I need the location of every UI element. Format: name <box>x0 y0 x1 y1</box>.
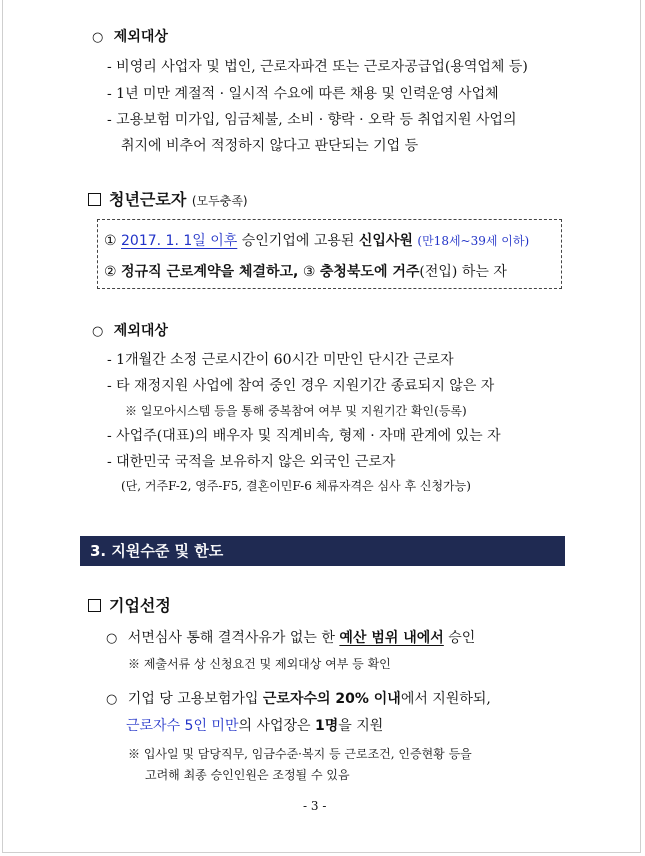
exclusion-item: - 고용보험 미가입, 임금체불, 소비 · 향락 · 오락 등 취업지원 사업의 <box>107 112 517 128</box>
page-number: - 3 - <box>303 799 327 813</box>
section-3-title: 3. 지원수준 및 한도 <box>80 536 565 566</box>
selection-note-2-continued: 고려해 최종 승인인원은 조정될 수 있음 <box>145 768 350 782</box>
exclusion-item: - 타 재정지원 사업에 참여 중인 경우 지원기간 종료되지 않은 자 <box>107 378 495 394</box>
new-hire-label: 신입사원 <box>358 233 413 249</box>
circle-bullet-icon: ○ <box>106 631 118 646</box>
exclusion-heading-1: ○ 제외대상 <box>92 29 168 45</box>
youth-criteria-line-1: ① 2017. 1. 1일 이후 승인기업에 고용된 신입사원 (만18세~39세 이하) <box>104 233 530 249</box>
exclusion-item: - 대한민국 국적을 보유하지 않은 외국인 근로자 <box>107 454 396 470</box>
selection-paragraph-2: ○ 기업 당 고용보험가입 근로자수의 20% 이내에서 지원하되, <box>106 691 491 707</box>
youth-condition-note: (모두충족) <box>191 194 248 208</box>
small-business-condition: 근로자수 5인 미만 <box>126 718 239 734</box>
exclusion-item: - 1개월간 소정 근로시간이 60시간 미만인 단시간 근로자 <box>107 352 454 368</box>
budget-limit-text: 예산 범위 내에서 <box>339 630 444 646</box>
exclusion-note: ※ 일모아시스템 등을 통해 중복참여 여부 및 지원기간 확인(등록) <box>125 404 467 418</box>
circle-bullet-icon: ○ <box>92 30 104 45</box>
eligibility-date: 2017. 1. 1일 이후 <box>121 233 238 249</box>
selection-note-2: ※ 입사일 및 담당직무, 임금수준·복지 등 근로조건, 인증현황 등을 <box>128 747 472 761</box>
checkbox-square-icon <box>88 193 101 206</box>
quota-percent-text: 근로자수의 20% 이내 <box>262 691 401 707</box>
checkbox-square-icon <box>88 599 101 612</box>
selection-heading: 기업선정 <box>88 593 171 616</box>
circle-bullet-icon: ○ <box>106 692 118 707</box>
selection-paragraph-1: ○ 서면심사 통해 결격사유가 없는 한 예산 범위 내에서 승인 <box>106 630 476 646</box>
selection-paragraph-2-continued: 근로자수 5인 미만의 사업장은 1명을 지원 <box>126 718 384 734</box>
selection-note-1: ※ 제출서류 상 신청요건 및 제외대상 여부 등 확인 <box>128 657 391 671</box>
age-range: (만18세~39세 이하) <box>417 234 530 248</box>
exclusion-note: (단, 거주F-2, 영주-F5, 결혼이민F-6 체류자격은 심사 후 신청가능) <box>121 479 471 493</box>
exclusion-heading-2: ○ 제외대상 <box>92 323 168 339</box>
exclusion-item: - 1년 미만 계절적 · 일시적 수요에 따른 채용 및 인력운영 사업체 <box>107 86 499 102</box>
circle-bullet-icon: ○ <box>92 324 104 339</box>
exclusion-item: - 사업주(대표)의 배우자 및 직계비속, 형제 · 자매 관계에 있는 자 <box>107 428 501 444</box>
youth-criteria-line-2: ② 정규직 근로계약을 체결하고, ③ 충청북도에 거주(전입) 하는 자 <box>104 264 507 280</box>
exclusion-item: - 비영리 사업자 및 법인, 근로자파견 또는 근로자공급업(용역업체 등) <box>107 59 528 75</box>
youth-section-heading: 청년근로자 (모두충족) <box>88 187 248 210</box>
exclusion-item-continued: 취지에 비추어 적정하지 않다고 판단되는 기업 등 <box>121 138 419 154</box>
